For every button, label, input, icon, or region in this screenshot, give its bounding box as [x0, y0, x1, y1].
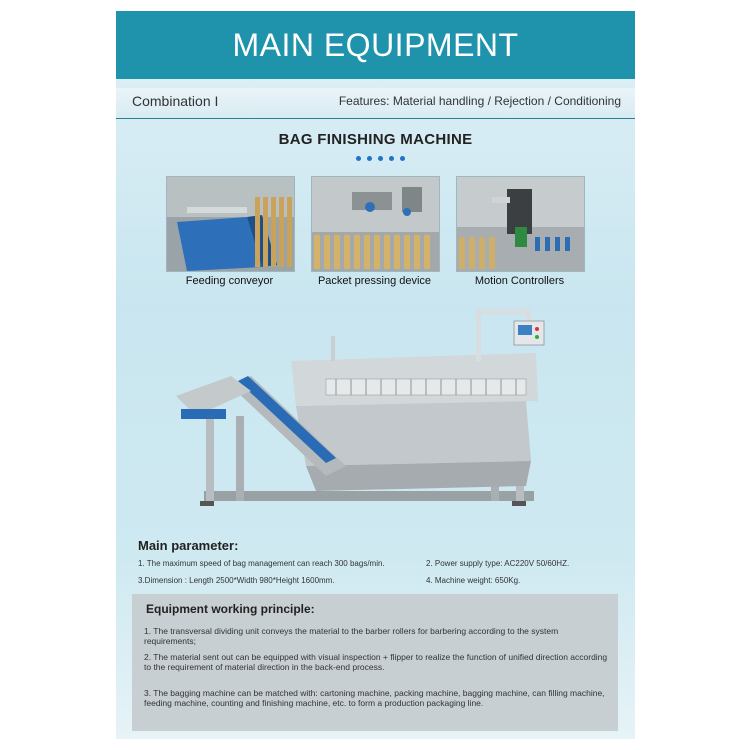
dot	[389, 156, 394, 161]
principle-title: Equipment working principle:	[146, 602, 315, 616]
subheader-bar	[116, 88, 635, 119]
photo-caption: Motion Controllers	[474, 275, 565, 287]
machine-title: BAG FINISHING MACHINE	[278, 131, 473, 148]
brochure-page	[116, 11, 635, 739]
dot	[400, 156, 405, 161]
title-banner	[116, 11, 635, 79]
dot	[367, 156, 372, 161]
photo-caption: Feeding conveyor	[185, 275, 274, 287]
dot	[356, 156, 361, 161]
feeding-conveyor-photo	[166, 176, 295, 272]
combination-label: Combination I	[132, 93, 219, 109]
parameter-item: 2. Power supply type: AC220V 50/60HZ.	[426, 559, 570, 568]
principle-item: 3. The bagging machine can be matched with: cartoning machine, packing machine, bagging machine, can filling machine, feeding machine, counting and finishing machine, etc. to form a production packaging line.	[144, 688, 605, 708]
dot	[378, 156, 383, 161]
parameter-item: 3.Dimension : Length 2500*Width 980*Height 1600mm.	[138, 576, 335, 585]
decorative-dots	[356, 156, 405, 161]
packet-pressing-photo	[311, 176, 440, 272]
features-label: Features: Material handling / Rejection / Conditioning	[338, 94, 621, 108]
parameter-item: 4. Machine weight: 650Kg.	[426, 576, 521, 585]
photo-caption: Packet pressing device	[317, 275, 432, 287]
parameters-title: Main parameter:	[138, 538, 239, 553]
principle-item: 2. The material sent out can be equipped with visual inspection + flipper to realize the function of unified direction according to the requirement of material direction in the back-end process.	[144, 652, 608, 672]
working-principle-box	[132, 594, 618, 731]
motion-controllers-photo	[456, 176, 585, 272]
bag-finishing-machine-illustration	[176, 291, 596, 526]
parameter-item: 1. The maximum speed of bag management can reach 300 bags/min.	[138, 559, 385, 568]
principle-item: 1. The transversal dividing unit conveys the material to the barber rollers for barbering according to the system requirements;	[144, 626, 559, 646]
banner-title: MAIN EQUIPMENT	[232, 26, 519, 63]
